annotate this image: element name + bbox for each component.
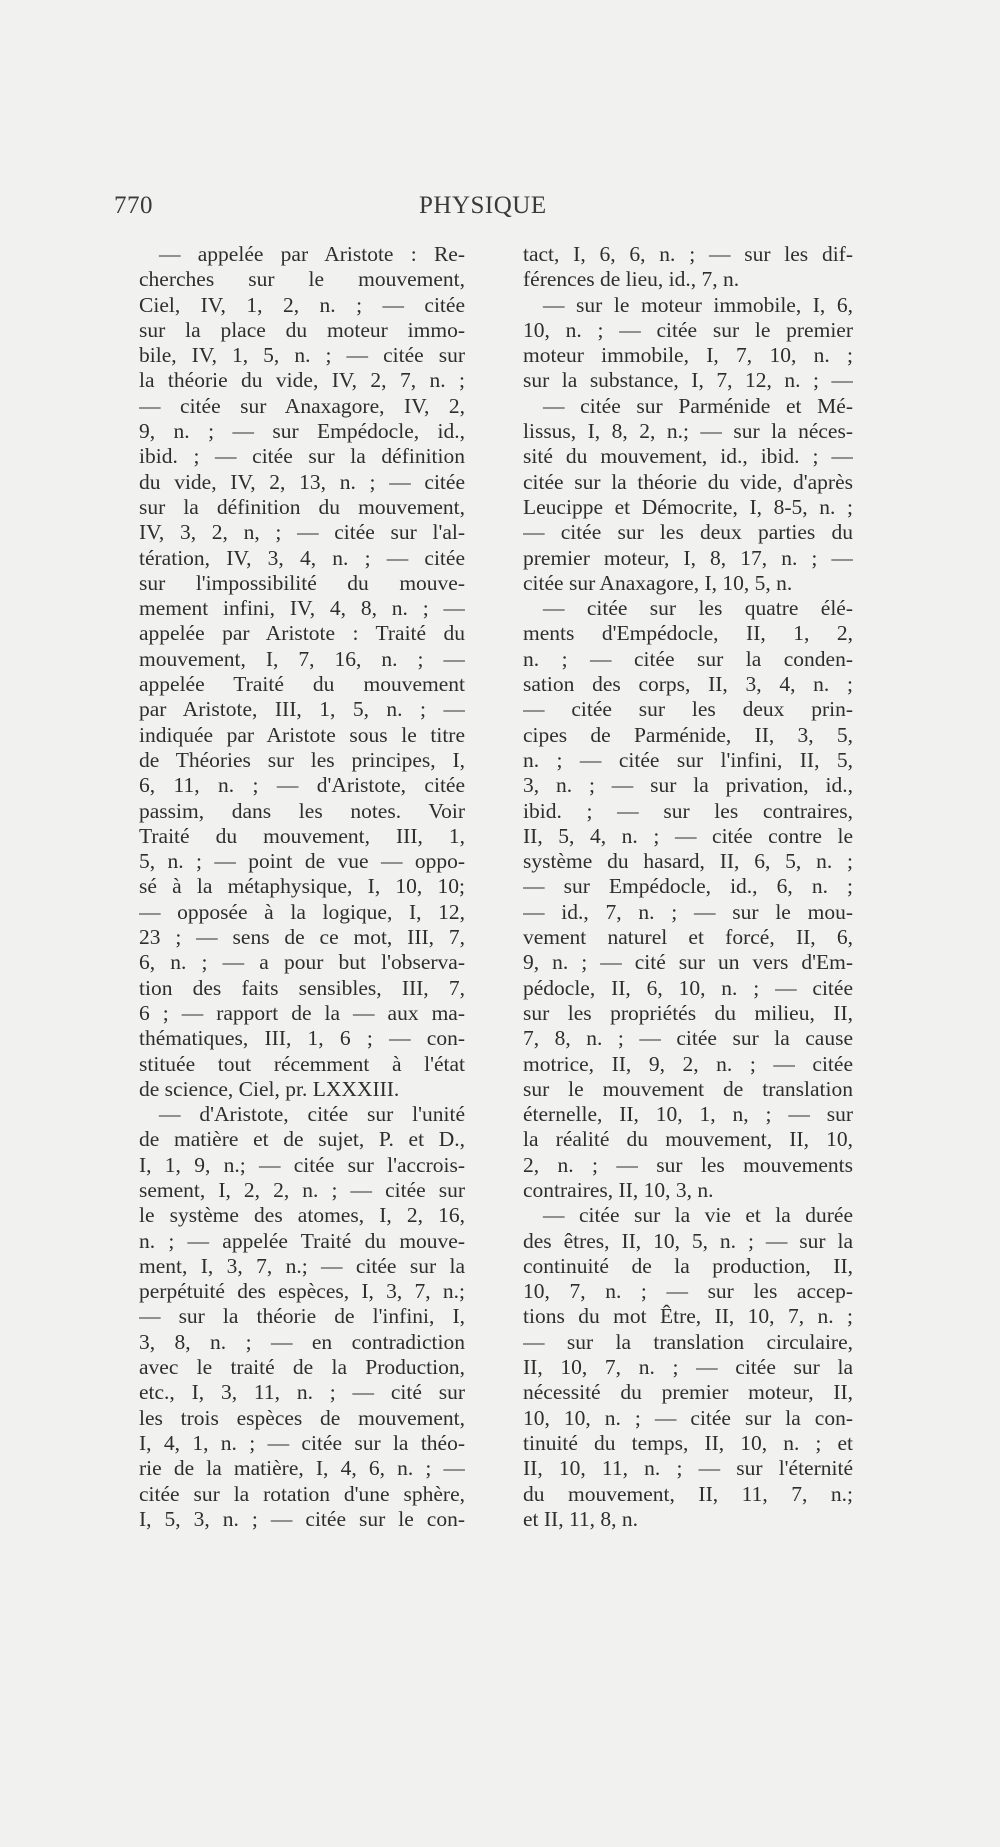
index-line: sur la définition du mouvement,: [139, 494, 465, 519]
index-line: sation des corps, II, 3, 4, n. ;: [523, 672, 853, 697]
index-line: tinuité du temps, II, 10, n. ; et: [523, 1430, 853, 1455]
index-line: cipes de Parménide, II, 3, 5,: [523, 722, 853, 747]
index-line: — opposée à la logique, I, 12,: [139, 899, 465, 924]
index-line: motrice, II, 9, 2, n. ; — citée: [523, 1051, 853, 1076]
index-line: — citée sur la vie et la durée: [543, 1203, 853, 1228]
index-line: tération, IV, 3, 4, n. ; — citée: [139, 545, 465, 570]
index-line: 6 ; — rapport de la — aux ma-: [139, 1000, 465, 1025]
index-line: 23 ; — sens de ce mot, III, 7,: [139, 925, 465, 950]
index-line: les trois espèces de mouvement,: [139, 1405, 465, 1430]
running-head: PHYSIQUE: [419, 192, 547, 219]
index-line: 9, n. ; — sur Empédocle, id.,: [139, 419, 465, 444]
index-line: par Aristote, III, 1, 5, n. ; —: [139, 697, 465, 722]
index-line: tions du mot Être, II, 10, 7, n. ;: [523, 1304, 853, 1329]
index-line: de science, Ciel, pr. LXXXIII.: [139, 1076, 400, 1101]
index-line: de Théories sur les principes, I,: [139, 747, 465, 772]
index-line: I, 5, 3, n. ; — citée sur le con-: [139, 1506, 465, 1531]
index-line: — citée sur les deux parties du: [523, 520, 853, 545]
index-line: — sur le moteur immobile, I, 6,: [543, 292, 853, 317]
index-line: sé à la métaphysique, I, 10, 10;: [139, 874, 465, 899]
index-line: sur les propriétés du milieu, II,: [523, 1000, 853, 1025]
index-line: appelée Traité du mouvement: [139, 672, 465, 697]
index-line: perpétuité des espèces, I, 3, 7, n.;: [139, 1279, 465, 1304]
index-line: 3, 8, n. ; — en contradiction: [139, 1329, 465, 1354]
index-line: etc., I, 3, 11, n. ; — cité sur: [139, 1380, 465, 1405]
index-line: 6, 11, n. ; — d'Aristote, citée: [139, 773, 465, 798]
index-line: sement, I, 2, 2, n. ; — citée sur: [139, 1177, 465, 1202]
index-line: système du hasard, II, 6, 5, n. ;: [523, 849, 853, 874]
page-number: 770: [114, 192, 153, 219]
index-line: 9, n. ; — cité sur un vers d'Em-: [523, 950, 853, 975]
index-line: 2, n. ; — sur les mouvements: [523, 1152, 853, 1177]
index-line: 10, 10, n. ; — citée sur la con-: [523, 1405, 853, 1430]
index-line: IV, 3, 2, n, ; — citée sur l'al-: [139, 520, 465, 545]
index-line: premier moteur, I, 8, 17, n. ; —: [523, 545, 853, 570]
index-line: indiquée par Aristote sous le titre: [139, 722, 465, 747]
index-line: férences de lieu, id., 7, n.: [523, 267, 740, 292]
index-line: II, 10, 11, n. ; — sur l'éternité: [523, 1456, 853, 1481]
index-line: — appelée par Aristote : Re-: [159, 242, 465, 266]
index-line: Ciel, IV, 1, 2, n. ; — citée: [139, 292, 465, 317]
index-line: I, 4, 1, n. ; — citée sur la théo-: [139, 1430, 465, 1455]
index-column-right: [523, 242, 853, 1532]
index-line: tion des faits sensibles, III, 7,: [139, 975, 465, 1000]
index-line: la réalité du mouvement, II, 10,: [523, 1127, 853, 1152]
index-line: I, 1, 9, n.; — citée sur l'accrois-: [139, 1152, 465, 1177]
index-line: et II, 11, 8, n.: [523, 1506, 639, 1531]
index-line: citée sur la rotation d'une sphère,: [139, 1481, 465, 1506]
index-line: des êtres, II, 10, 5, n. ; — sur la: [523, 1228, 853, 1253]
index-line: cherches sur le mouvement,: [139, 267, 465, 292]
index-line: — citée sur les quatre élé-: [543, 596, 853, 621]
index-line: Leucippe et Démocrite, I, 8-5, n. ;: [523, 494, 853, 519]
index-line: appelée par Aristote : Traité du: [139, 621, 465, 646]
index-line: Traité du mouvement, III, 1,: [139, 823, 465, 848]
index-line: nécessité du premier moteur, II,: [523, 1380, 853, 1405]
index-line: continuité de la production, II,: [523, 1253, 853, 1278]
index-line: ment, I, 3, 7, n.; — citée sur la: [139, 1253, 465, 1278]
index-line: — sur Empédocle, id., 6, n. ;: [523, 874, 853, 899]
index-line: II, 10, 7, n. ; — citée sur la: [523, 1355, 853, 1380]
index-line: vement naturel et forcé, II, 6,: [523, 925, 853, 950]
index-line: citée sur Anaxagore, I, 10, 5, n.: [523, 570, 793, 595]
index-line: de matière et de sujet, P. et D.,: [139, 1127, 465, 1152]
index-line: n. ; — citée sur la conden-: [523, 646, 853, 671]
index-line: n. ; — citée sur l'infini, II, 5,: [523, 747, 853, 772]
index-line: — sur la théorie de l'infini, I,: [139, 1304, 465, 1329]
index-line: sité du mouvement, id., ibid. ; —: [523, 444, 853, 469]
index-line: sur le mouvement de translation: [523, 1076, 853, 1101]
index-line: du vide, IV, 2, 13, n. ; — citée: [139, 469, 465, 494]
index-line: sur la place du moteur immo-: [139, 317, 465, 342]
index-line: le système des atomes, I, 2, 16,: [139, 1203, 465, 1228]
index-column-left: [139, 242, 465, 1532]
index-line: 10, 7, n. ; — sur les accep-: [523, 1279, 853, 1304]
index-line: 3, n. ; — sur la privation, id.,: [523, 773, 853, 798]
index-line: sur l'impossibilité du mouve-: [139, 570, 465, 595]
index-line: 7, 8, n. ; — citée sur la cause: [523, 1026, 853, 1051]
index-line: éternelle, II, 10, 1, n, ; — sur: [523, 1102, 853, 1127]
index-line: — d'Aristote, citée sur l'unité: [159, 1102, 465, 1127]
index-line: citée sur la théorie du vide, d'après: [523, 469, 853, 494]
page-header: [114, 192, 548, 226]
index-line: lissus, I, 8, 2, n.; — sur la néces-: [523, 419, 853, 444]
index-line: ibid. ; — citée sur la définition: [139, 444, 465, 469]
index-line: rie de la matière, I, 4, 6, n. ; —: [139, 1456, 465, 1481]
index-line: — id., 7, n. ; — sur le mou-: [523, 899, 853, 924]
index-line: bile, IV, 1, 5, n. ; — citée sur: [139, 343, 465, 368]
index-line: thématiques, III, 1, 6 ; — con-: [139, 1026, 465, 1051]
index-line: la théorie du vide, IV, 2, 7, n. ;: [139, 368, 465, 393]
index-line: du mouvement, II, 11, 7, n.;: [523, 1481, 853, 1506]
index-line: 6, n. ; — a pour but l'observa-: [139, 950, 465, 975]
index-line: contraires, II, 10, 3, n.: [523, 1177, 714, 1202]
index-line: — citée sur Parménide et Mé-: [543, 393, 853, 418]
index-line: avec le traité de la Production,: [139, 1355, 465, 1380]
index-line: passim, dans les notes. Voir: [139, 798, 465, 823]
index-line: moteur immobile, I, 7, 10, n. ;: [523, 343, 853, 368]
index-line: 5, n. ; — point de vue — oppo-: [139, 849, 465, 874]
index-line: n. ; — appelée Traité du mouve-: [139, 1228, 465, 1253]
index-line: mouvement, I, 7, 16, n. ; —: [139, 646, 465, 671]
index-line: tact, I, 6, 6, n. ; — sur les dif-: [523, 242, 853, 266]
index-line: pédocle, II, 6, 10, n. ; — citée: [523, 975, 853, 1000]
index-line: sur la substance, I, 7, 12, n. ; —: [523, 368, 853, 393]
index-line: ments d'Empédocle, II, 1, 2,: [523, 621, 853, 646]
index-line: stituée tout récemment à l'état: [139, 1051, 465, 1076]
index-line: — citée sur les deux prin-: [523, 697, 853, 722]
index-line: II, 5, 4, n. ; — citée contre le: [523, 823, 853, 848]
index-line: — sur la translation circulaire,: [523, 1329, 853, 1354]
index-line: mement infini, IV, 4, 8, n. ; —: [139, 596, 465, 621]
index-line: — citée sur Anaxagore, IV, 2,: [139, 393, 465, 418]
index-line: ibid. ; — sur les contraires,: [523, 798, 853, 823]
index-line: 10, n. ; — citée sur le premier: [523, 317, 853, 342]
